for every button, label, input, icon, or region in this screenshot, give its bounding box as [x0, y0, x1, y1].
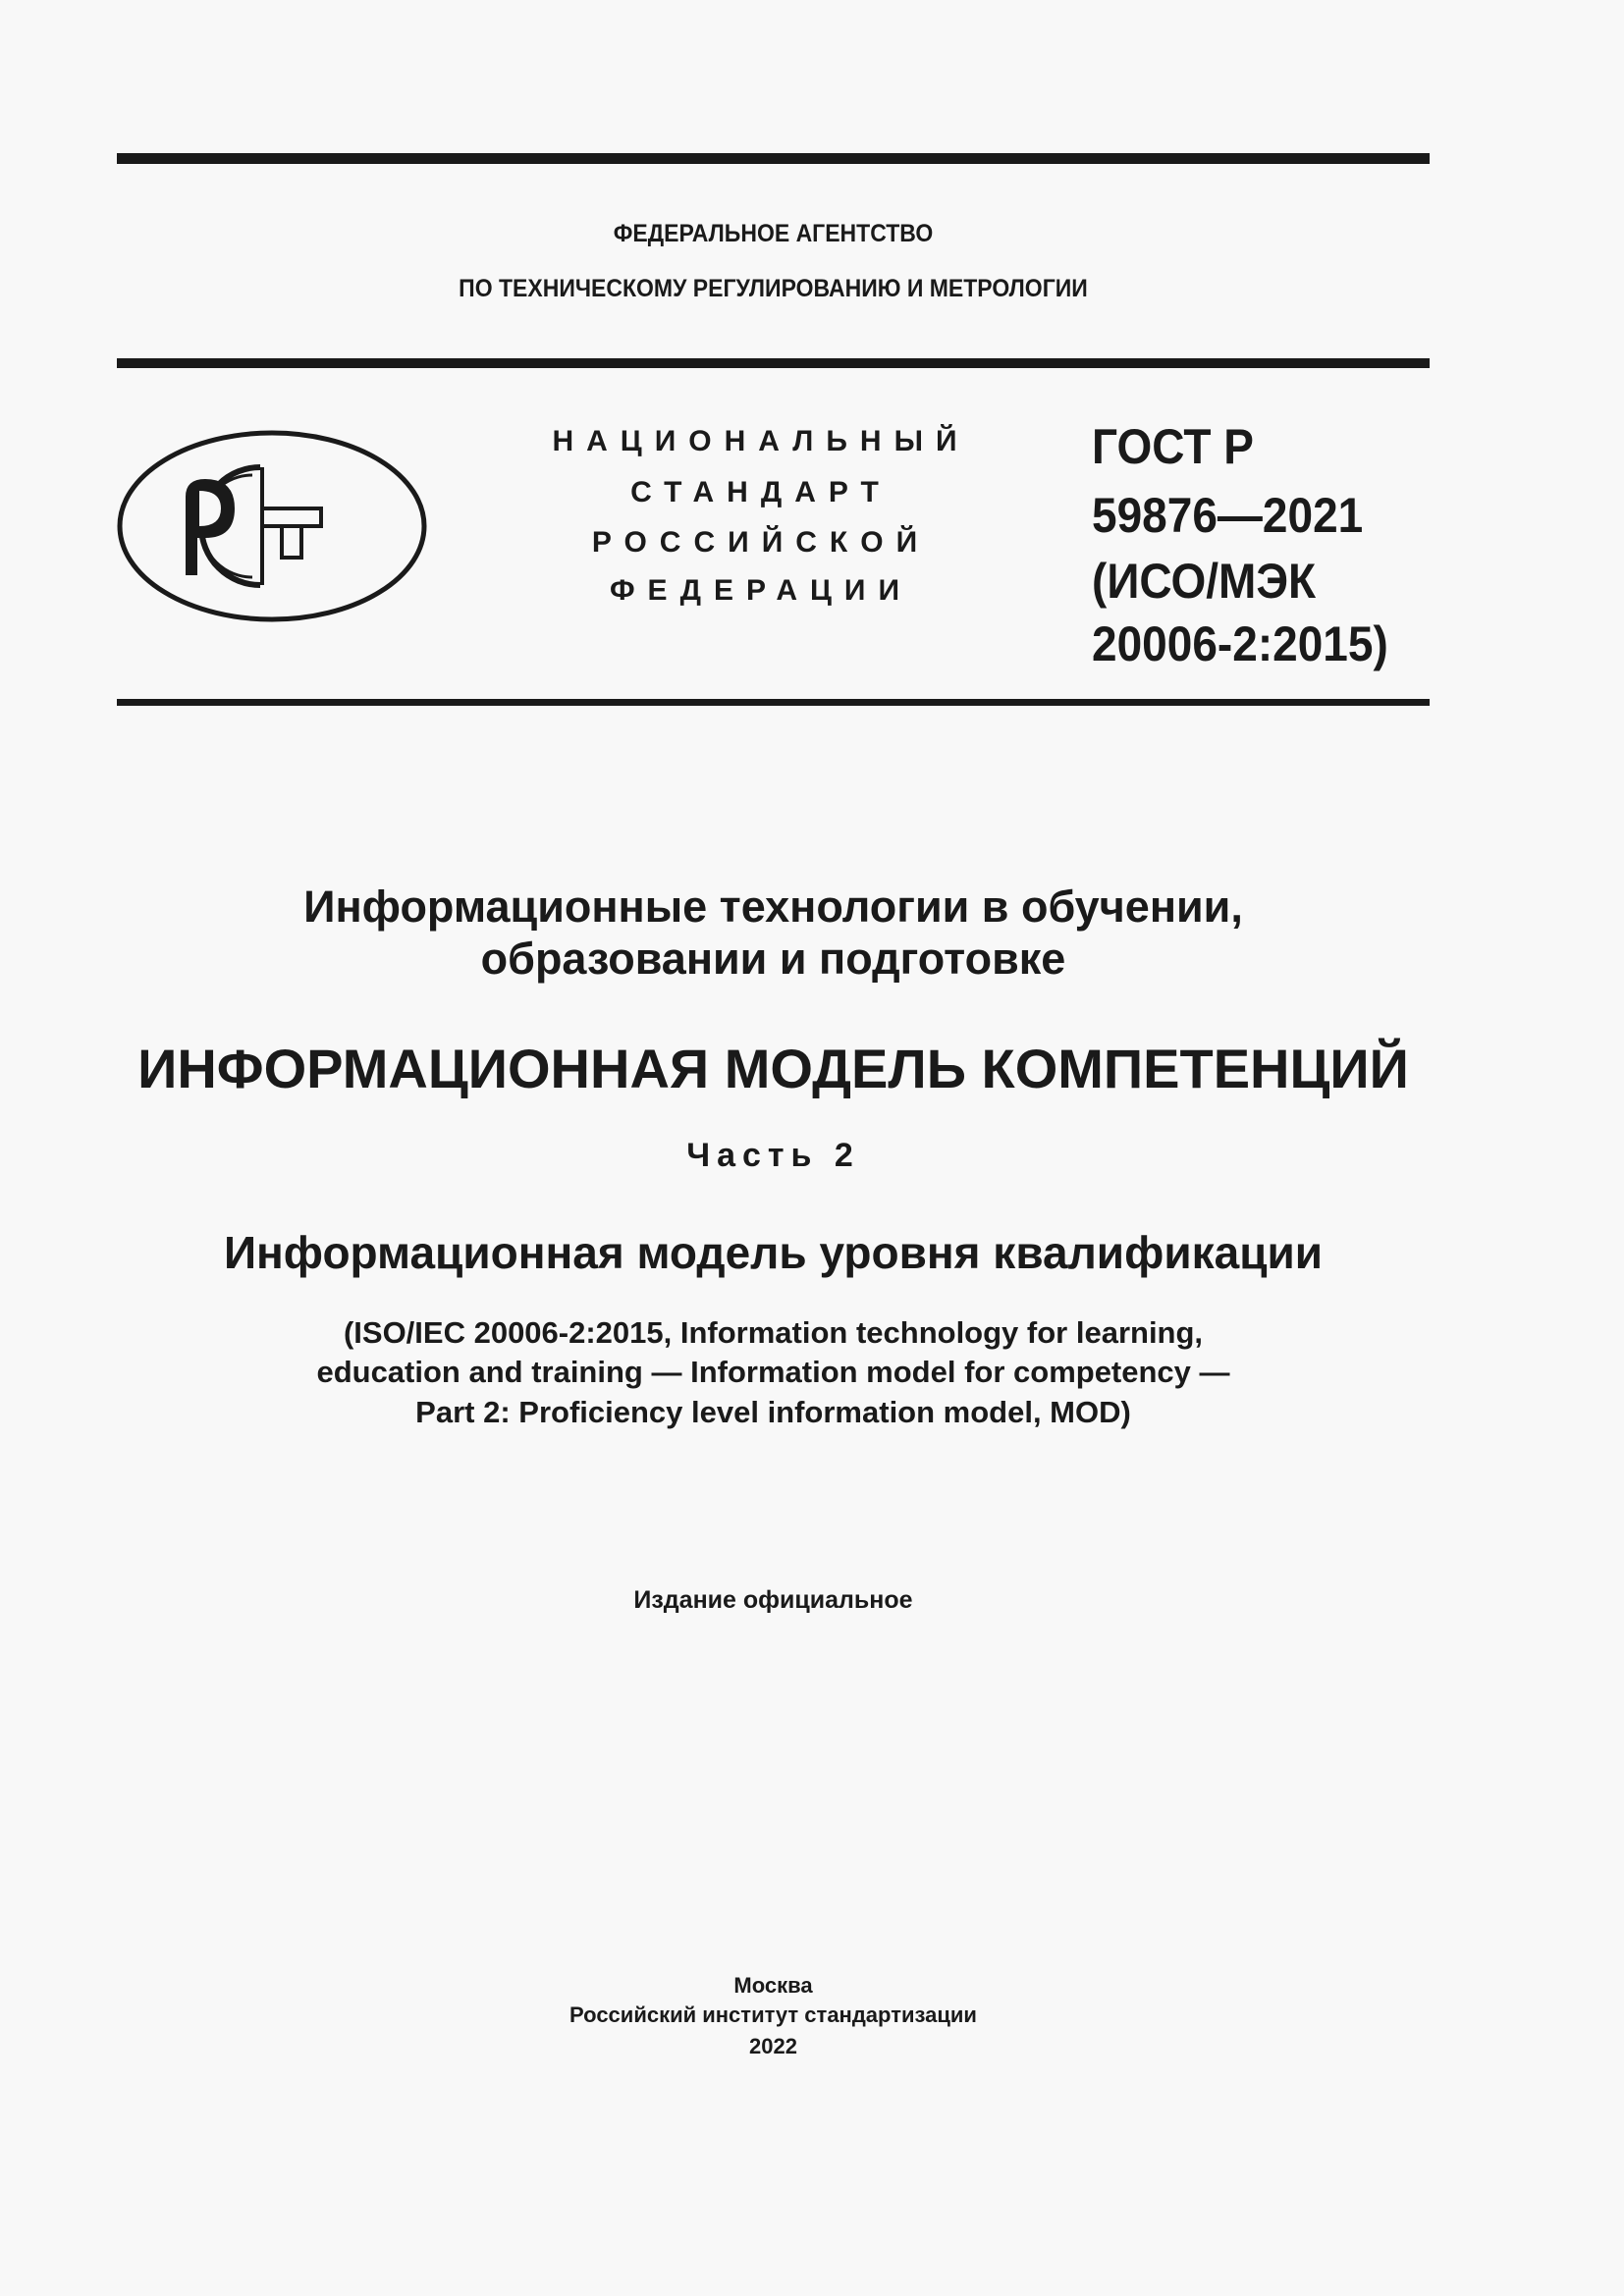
agency-line-2: ПО ТЕХНИЧЕСКОМУ РЕГУЛИРОВАНИЮ И МЕТРОЛОГИИ: [459, 275, 1088, 302]
national-standard-line-2: СТАНДАРТ: [630, 476, 892, 508]
national-standard-line-4: ФЕДЕРАЦИИ: [609, 574, 913, 607]
main-title: ИНФОРМАЦИОННАЯ МОДЕЛЬ КОМПЕТЕНЦИЙ: [137, 1038, 1409, 1099]
title-line-2: образовании и подготовке: [480, 934, 1066, 984]
national-standard-line-3: РОССИЙСКОЙ: [591, 526, 931, 559]
part-label: Часть 2: [686, 1137, 860, 1174]
bottom-rule: [117, 699, 1430, 706]
top-rule: [117, 153, 1430, 164]
designation-line-1: ГОСТ Р: [1092, 419, 1254, 474]
designation-line-4: 20006-2:2015): [1092, 616, 1388, 671]
designation-line-2: 59876—2021: [1092, 488, 1364, 543]
title-line-1: Информационные технологии в обучении,: [303, 881, 1243, 932]
publisher-year: 2022: [749, 2034, 797, 2058]
english-title-line-2: education and training — Information model for competency —: [316, 1355, 1230, 1389]
agency-line-1: ФЕДЕРАЛЬНОЕ АГЕНТСТВО: [613, 220, 934, 247]
subtitle: Информационная модель уровня квалификации: [223, 1227, 1324, 1278]
rst-logo: [115, 428, 429, 624]
designation-line-3: (ИСО/МЭК: [1092, 554, 1317, 609]
publisher-org: Российский институт стандартизации: [569, 2002, 977, 2027]
english-title-line-1: (ISO/IEC 20006-2:2015, Information technology for learning,: [343, 1315, 1204, 1350]
edition-label: Издание официальное: [633, 1586, 913, 1614]
middle-rule: [117, 358, 1430, 368]
publisher-city: Москва: [733, 1973, 813, 1998]
national-standard-line-1: НАЦИОНАЛЬНЫЙ: [552, 425, 970, 457]
english-title-line-3: Part 2: Proficiency level information model, MOD): [415, 1395, 1131, 1429]
